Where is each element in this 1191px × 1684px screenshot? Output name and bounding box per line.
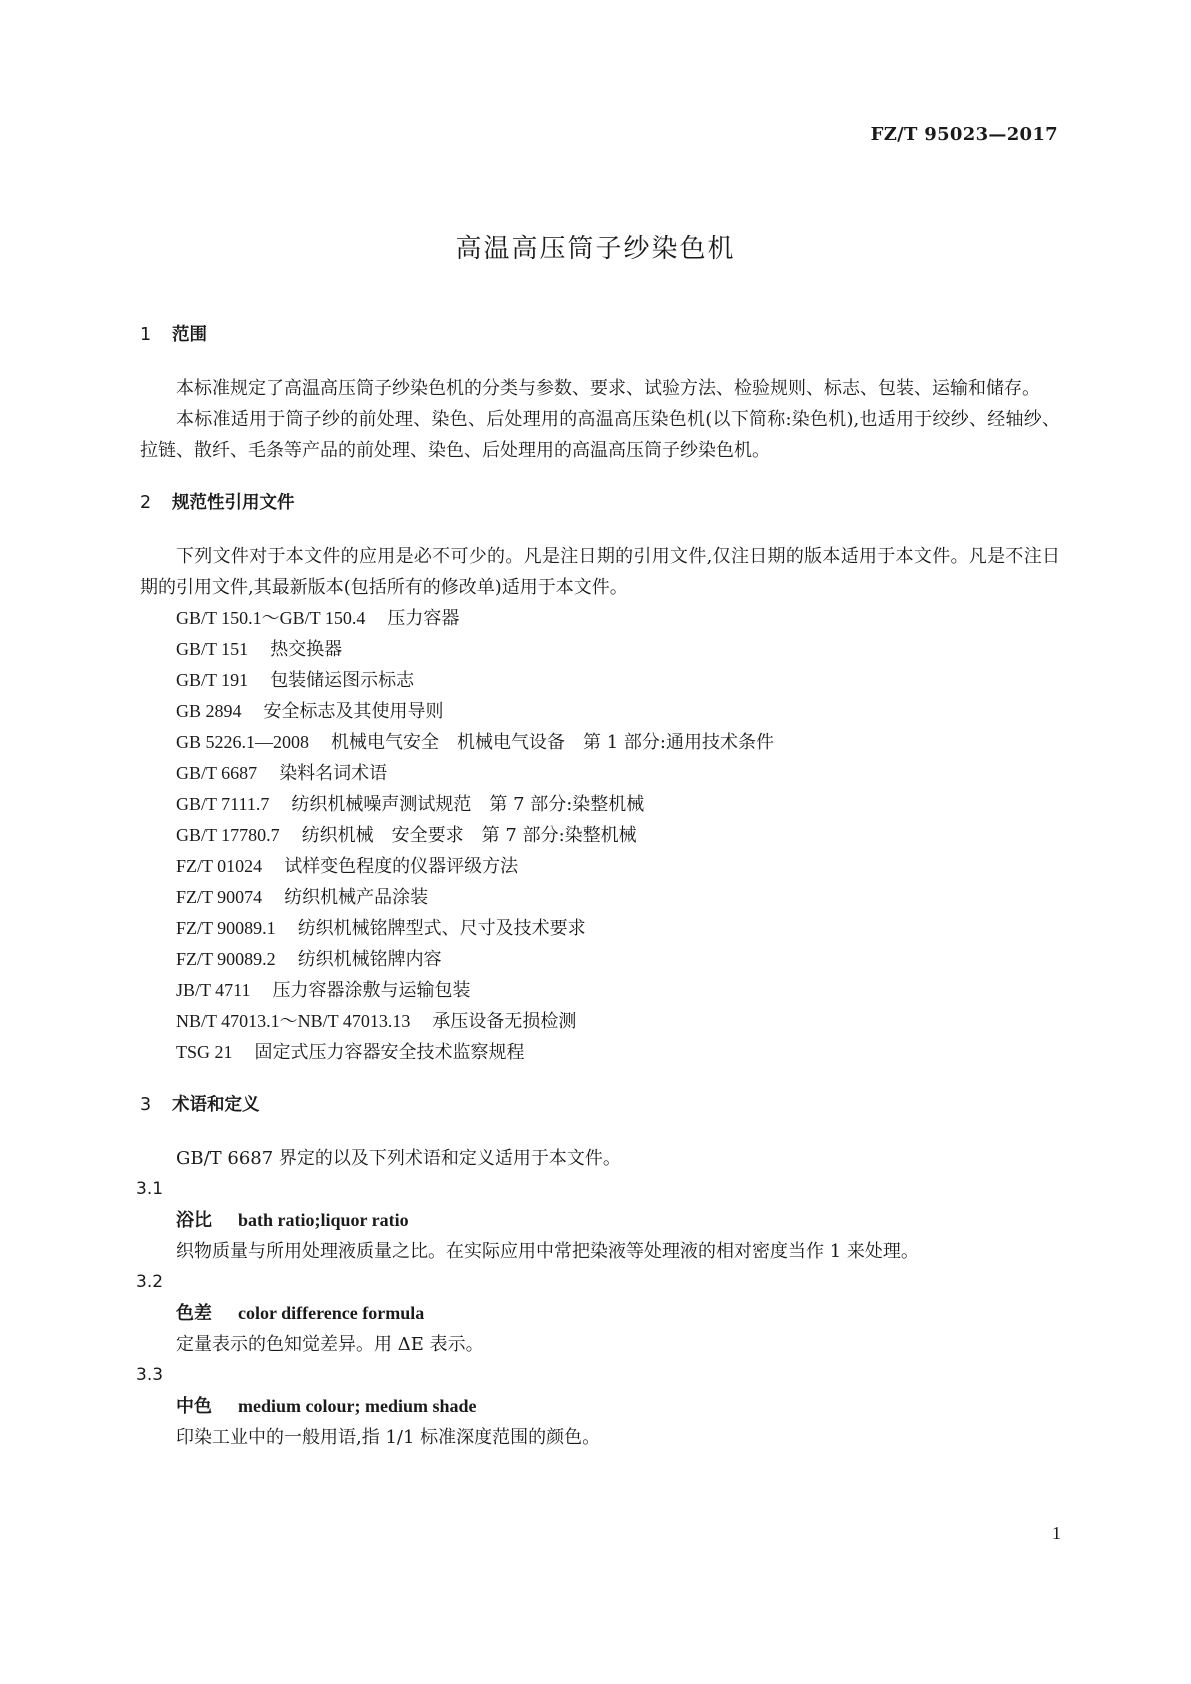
reference-item <box>140 665 1060 696</box>
term-heading <box>140 1205 1060 1236</box>
reference-title: 压力容器涂敷与运输包装 <box>272 980 471 1001</box>
reference-item <box>140 603 1060 634</box>
section-title: 术语和定义 <box>172 1095 260 1115</box>
section-heading-normative-references <box>140 488 1060 519</box>
section-number: 1 <box>140 325 152 345</box>
reference-code: GB/T 7111.7 <box>176 794 270 814</box>
page-number: 1 <box>1052 1523 1061 1543</box>
term-definition: 印染工业中的一般用语,指 1/1 标准深度范围的颜色。 <box>176 1427 601 1448</box>
reference-title: 染料名词术语 <box>279 763 388 784</box>
section-title: 规范性引用文件 <box>172 493 295 513</box>
reference-code: GB/T 191 <box>176 670 249 690</box>
reference-item <box>140 1006 1060 1037</box>
reference-item <box>140 851 1060 882</box>
reference-code: FZ/T 90074 <box>176 887 263 907</box>
term-en: medium colour; medium shade <box>238 1396 477 1416</box>
reference-title: 纺织机械噪声测试规范 第 7 部分:染整机械 <box>291 794 645 815</box>
reference-item <box>140 696 1060 727</box>
scope-paragraph: 本标准适用于筒子纱的前处理、染色、后处理用的高温高压染色机(以下简称:染色机),也适用于绞纱、经轴纱、拉链、散纤、毛条等产品的前处理、染色、后处理用的高温高压筒子纱染色机。 <box>140 409 1060 461</box>
reference-code: FZ/T 90089.2 <box>176 949 276 969</box>
reference-title: 纺织机械铭牌内容 <box>297 949 442 970</box>
reference-item <box>140 789 1060 820</box>
term-number: 3.3 <box>136 1365 164 1385</box>
term-zh: 色差 <box>176 1303 212 1324</box>
reference-item <box>140 1037 1060 1068</box>
term-definition: 织物质量与所用处理液质量之比。在实际应用中常把染液等处理液的相对密度当作 1 来处理。 <box>176 1241 919 1262</box>
section-number: 3 <box>140 1095 152 1115</box>
reference-item <box>140 913 1060 944</box>
reference-title: 纺织机械 安全要求 第 7 部分:染整机械 <box>301 825 637 846</box>
reference-title: 承压设备无损检测 <box>432 1011 577 1032</box>
reference-title: 纺织机械铭牌型式、尺寸及技术要求 <box>297 918 586 939</box>
references-intro: 下列文件对于本文件的应用是必不可少的。凡是注日期的引用文件,仅注日期的版本适用于本文件。凡是不注日期的引用文件,其最新版本(包括所有的修改单)适用于本文件。 <box>140 546 1060 598</box>
reference-item <box>140 882 1060 913</box>
reference-code: GB/T 6687 <box>176 763 258 783</box>
reference-title: 纺织机械产品涂装 <box>284 887 429 908</box>
term-zh: 中色 <box>176 1396 212 1417</box>
section-heading-scope <box>140 320 1060 351</box>
reference-list <box>140 603 1060 1068</box>
reference-item <box>140 944 1060 975</box>
reference-title: 包装储运图示标志 <box>270 670 415 691</box>
reference-item <box>140 727 1060 758</box>
document-body <box>136 320 1060 1453</box>
reference-title: 固定式压力容器安全技术监察规程 <box>254 1042 525 1063</box>
section-heading-terms <box>140 1090 1060 1121</box>
section-title: 范围 <box>172 325 207 345</box>
reference-item <box>140 975 1060 1006</box>
reference-item <box>140 820 1060 851</box>
reference-title: 热交换器 <box>270 639 343 660</box>
reference-code: GB/T 150.1～GB/T 150.4 <box>176 608 366 628</box>
reference-code: JB/T 4711 <box>176 980 251 1000</box>
term-number: 3.2 <box>136 1272 164 1292</box>
scope-paragraph: 本标准规定了高温高压筒子纱染色机的分类与参数、要求、试验方法、检验规则、标志、包装、运输和储存。 <box>176 378 1040 399</box>
term-zh: 浴比 <box>176 1210 212 1231</box>
reference-code: TSG 21 <box>176 1042 233 1062</box>
reference-code: NB/T 47013.1～NB/T 47013.13 <box>176 1011 411 1031</box>
document-title: 高温高压筒子纱染色机 <box>455 234 736 264</box>
term-en: color difference formula <box>238 1303 425 1323</box>
reference-title: 机械电气安全 机械电气设备 第 1 部分:通用技术条件 <box>331 732 774 753</box>
reference-title: 安全标志及其使用导则 <box>263 701 444 722</box>
term-en: bath ratio;liquor ratio <box>238 1210 409 1230</box>
reference-code: GB 5226.1—2008 <box>176 732 310 752</box>
reference-code: GB/T 151 <box>176 639 249 659</box>
reference-title: 试样变色程度的仪器评级方法 <box>284 856 519 877</box>
reference-item <box>140 634 1060 665</box>
term-definition: 定量表示的色知觉差异。用 ΔE 表示。 <box>176 1334 484 1355</box>
reference-item <box>140 758 1060 789</box>
standard-code: FZ/T 95023—2017 <box>870 124 1058 145</box>
reference-code: GB 2894 <box>176 701 242 721</box>
reference-code: FZ/T 01024 <box>176 856 263 876</box>
term-number: 3.1 <box>136 1179 164 1199</box>
section-number: 2 <box>140 493 152 513</box>
reference-code: FZ/T 90089.1 <box>176 918 276 938</box>
term-heading <box>140 1391 1060 1422</box>
reference-code: GB/T 17780.7 <box>176 825 280 845</box>
terms-intro: GB/T 6687 界定的以及下列术语和定义适用于本文件。 <box>176 1148 621 1169</box>
term-heading <box>140 1298 1060 1329</box>
reference-title: 压力容器 <box>387 608 460 629</box>
